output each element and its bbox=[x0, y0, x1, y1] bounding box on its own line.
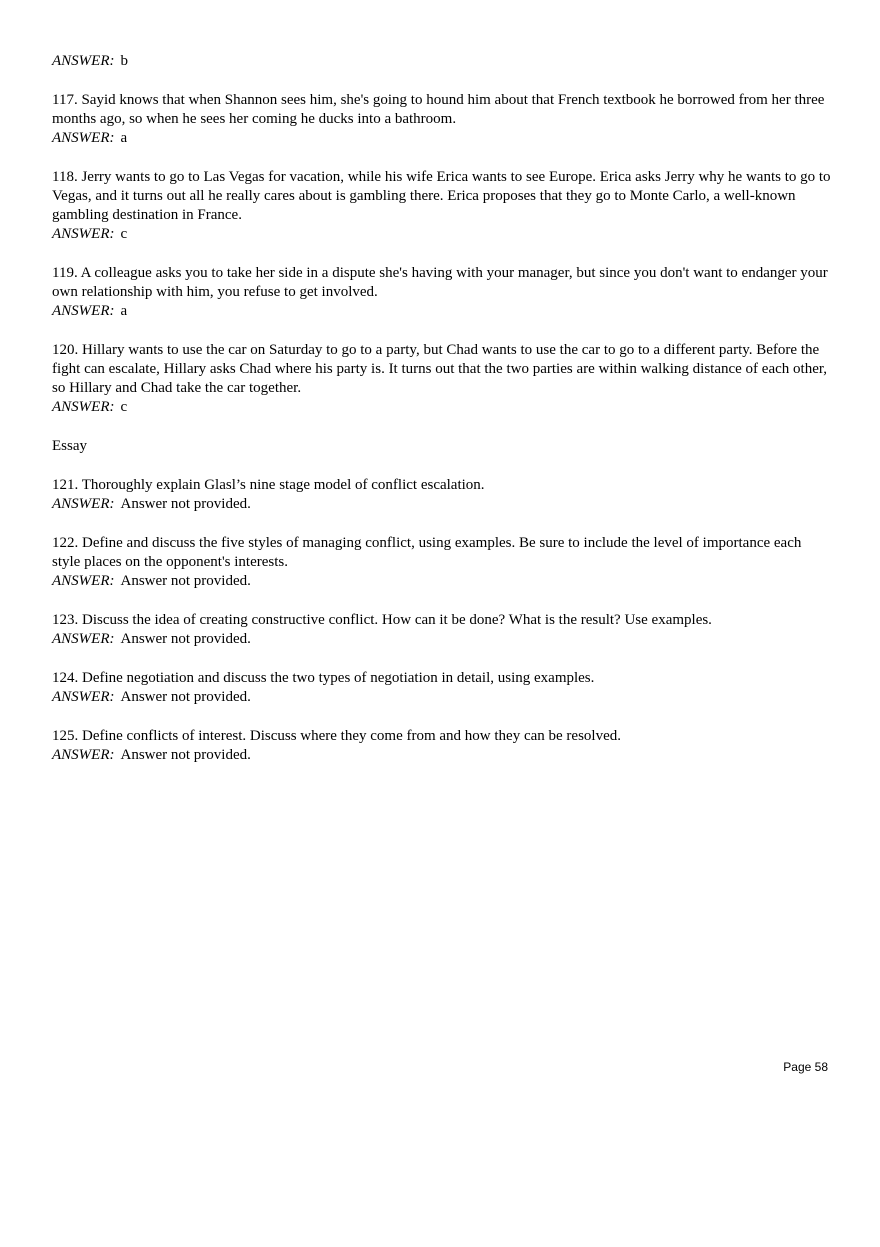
question-119 bbox=[52, 264, 832, 321]
answer-label: ANSWER: bbox=[52, 496, 115, 512]
answer-label: ANSWER: bbox=[52, 689, 115, 705]
question-text: 125. Define conflicts of interest. Discuss where they come from and how they can be resolved. bbox=[52, 728, 621, 744]
answer-value: c bbox=[120, 399, 128, 415]
answer-label: ANSWER: bbox=[52, 303, 115, 319]
answer-line bbox=[52, 225, 832, 244]
question-125 bbox=[52, 727, 832, 765]
question-121 bbox=[52, 476, 832, 514]
question-text: 120. Hillary wants to use the car on Saturday to go to a party, but Chad wants to use the car to go to a different party. Before the fight can escalate, Hillary asks Chad where his party is. It turns out that the two parties are within walking distance of each other, so Hillary and Chad take the car together. bbox=[52, 342, 827, 396]
answer-line bbox=[52, 52, 832, 71]
page-number: Page 58 bbox=[783, 1060, 828, 1074]
question-123 bbox=[52, 611, 832, 649]
answer-label: ANSWER: bbox=[52, 53, 115, 69]
question-text: 124. Define negotiation and discuss the two types of negotiation in detail, using examples. bbox=[52, 670, 595, 686]
question-text: 119. A colleague asks you to take her side in a dispute she's having with your manager, but since you don't want to endanger your own relationship with him, you refuse to get involved. bbox=[52, 265, 828, 300]
answer-value: a bbox=[120, 130, 128, 146]
question-text: 118. Jerry wants to go to Las Vegas for vacation, while his wife Erica wants to see Europe. Erica asks Jerry why he wants to go to Vegas, and it turns out all he really cares about is gambling there. Erica proposes that they go to Monte Carlo, a well-known gambling destination in France. bbox=[52, 169, 831, 223]
question-text: 117. Sayid knows that when Shannon sees him, she's going to hound him about that French textbook he borrowed from her three months ago, so when he sees her coming he ducks into a bathroom. bbox=[52, 92, 825, 127]
section-heading: Essay bbox=[52, 438, 87, 454]
question-117 bbox=[52, 91, 832, 148]
answer-label: ANSWER: bbox=[52, 631, 115, 647]
answer-block bbox=[52, 52, 832, 71]
question-text: 122. Define and discuss the five styles of managing conflict, using examples. Be sure to include the level of importance each style places on the opponent's interests. bbox=[52, 535, 802, 570]
answer-line bbox=[52, 630, 832, 649]
answer-label: ANSWER: bbox=[52, 399, 115, 415]
answer-value: Answer not provided. bbox=[120, 747, 251, 763]
question-text: 121. Thoroughly explain Glasl’s nine stage model of conflict escalation. bbox=[52, 477, 485, 493]
answer-line bbox=[52, 572, 832, 591]
answer-value: Answer not provided. bbox=[120, 631, 251, 647]
answer-label: ANSWER: bbox=[52, 130, 115, 146]
answer-line bbox=[52, 495, 832, 514]
question-122 bbox=[52, 534, 832, 591]
answer-value: c bbox=[120, 226, 128, 242]
answer-value: a bbox=[120, 303, 128, 319]
essay-section bbox=[52, 437, 832, 456]
answer-line bbox=[52, 746, 832, 765]
answer-line bbox=[52, 398, 832, 417]
answer-value: b bbox=[120, 53, 128, 69]
answer-line bbox=[52, 129, 832, 148]
answer-line bbox=[52, 688, 832, 707]
answer-value: Answer not provided. bbox=[120, 573, 251, 589]
answer-value: Answer not provided. bbox=[120, 689, 251, 705]
answer-label: ANSWER: bbox=[52, 747, 115, 763]
question-118 bbox=[52, 168, 832, 244]
document-page bbox=[52, 52, 832, 765]
answer-line bbox=[52, 302, 832, 321]
question-text: 123. Discuss the idea of creating constructive conflict. How can it be done? What is the result? Use examples. bbox=[52, 612, 712, 628]
question-120 bbox=[52, 341, 832, 417]
question-124 bbox=[52, 669, 832, 707]
answer-value: Answer not provided. bbox=[120, 496, 251, 512]
answer-label: ANSWER: bbox=[52, 573, 115, 589]
answer-label: ANSWER: bbox=[52, 226, 115, 242]
